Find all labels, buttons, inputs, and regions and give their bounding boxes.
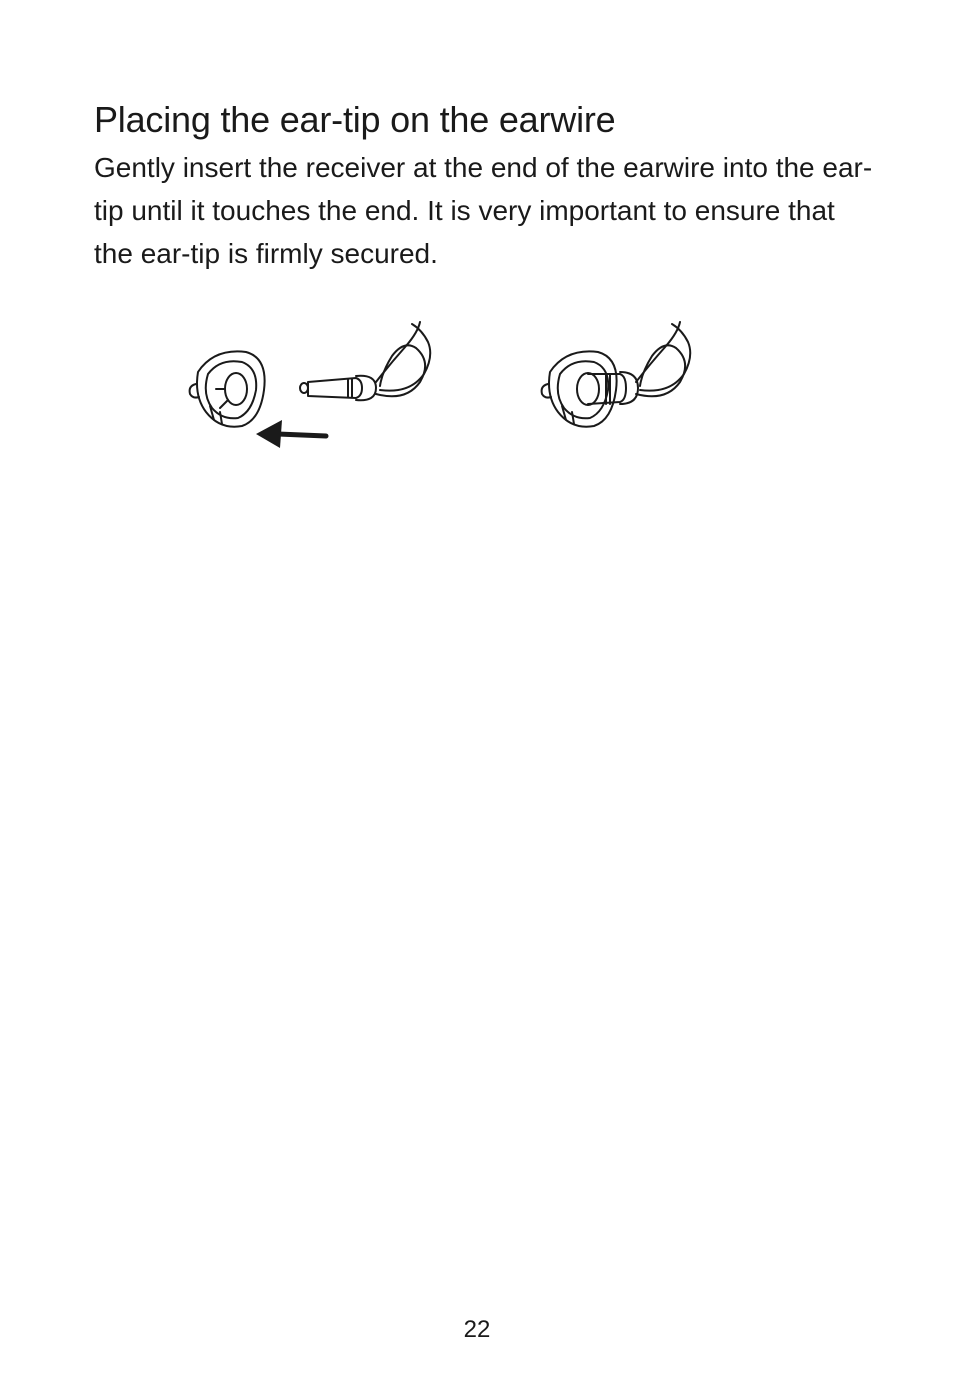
ear-tip-attached-icon xyxy=(542,322,691,427)
page-title: Placing the ear-tip on the earwire xyxy=(94,99,616,140)
instruction-paragraph: Gently insert the receiver at the end of the earwire into the ear-tip until it touches the end. It is very important to ensure that the ear-tip is firmly secured. xyxy=(94,152,873,269)
page-number: 22 xyxy=(463,1316,491,1343)
ear-tip-illustration xyxy=(180,312,710,462)
receiver-separate-icon xyxy=(300,322,430,400)
arrow-left-icon xyxy=(256,420,326,448)
ear-tip-separate-icon xyxy=(190,351,265,426)
